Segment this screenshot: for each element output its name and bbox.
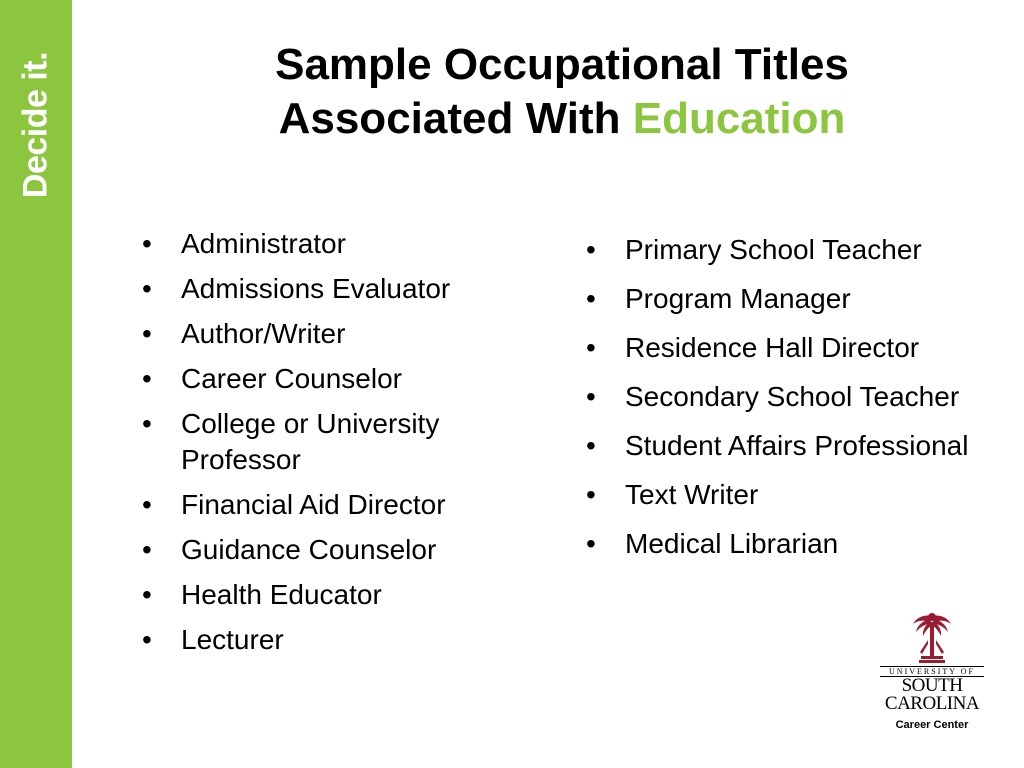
- list-item: [586, 230, 1006, 270]
- bullet-icon: •: [586, 528, 596, 559]
- title-line-1: Sample Occupational Titles: [275, 40, 849, 89]
- list-item: [142, 361, 542, 397]
- bullet-icon: •: [142, 363, 152, 394]
- list-item: [586, 524, 1006, 564]
- bullet-icon: •: [142, 228, 152, 259]
- list-item-text: College or University Professor: [181, 408, 440, 475]
- sidebar: [0, 0, 72, 768]
- title-line-2: [100, 92, 1024, 146]
- list-item: [142, 487, 542, 523]
- list-item: [142, 577, 542, 613]
- list-item-text: Guidance Counselor: [181, 534, 437, 565]
- list-item: [586, 475, 1006, 515]
- list-item: [142, 271, 542, 307]
- list-item-text: Residence Hall Director: [625, 332, 920, 363]
- list-item-text: Career Counselor: [181, 363, 402, 394]
- bullet-icon: •: [586, 283, 596, 314]
- bullet-icon: •: [586, 234, 596, 265]
- right-title-list: [586, 230, 1006, 573]
- bullet-icon: •: [142, 534, 152, 565]
- logo-carolina: CAROLINA: [884, 693, 980, 714]
- logo-university-of: UNIVERSITY OF: [880, 666, 984, 677]
- title-line-2-prefix: Associated With: [278, 94, 621, 143]
- list-item-text: Primary School Teacher: [625, 234, 922, 265]
- logo-south: SOUTH: [901, 675, 963, 696]
- list-item-text: Secondary School Teacher: [625, 381, 960, 412]
- bullet-icon: •: [142, 579, 152, 610]
- list-item: [142, 226, 542, 262]
- list-item-text: Lecturer: [181, 624, 284, 655]
- list-item-text: Text Writer: [625, 479, 759, 510]
- list-item-text: Program Manager: [625, 283, 851, 314]
- list-item-text: Health Educator: [181, 579, 382, 610]
- list-item-text: Author/Writer: [181, 318, 346, 349]
- usc-career-center-logo: [880, 612, 984, 742]
- list-item-text: Student Affairs Professional: [625, 430, 969, 461]
- bullet-icon: •: [586, 332, 596, 363]
- title-accent-word: Education: [632, 94, 846, 143]
- bullet-icon: •: [142, 273, 152, 304]
- palmetto-tree-icon: [910, 612, 954, 664]
- list-item: [586, 328, 1006, 368]
- bullet-icon: •: [142, 624, 152, 655]
- list-item-text: Administrator: [181, 228, 346, 259]
- sidebar-tagline: Decide it.: [16, 51, 55, 199]
- list-item: [142, 532, 542, 568]
- bullet-icon: •: [142, 318, 152, 349]
- list-item: [142, 406, 542, 478]
- bullet-icon: •: [586, 479, 596, 510]
- list-item-text: Financial Aid Director: [181, 489, 446, 520]
- list-item-text: Medical Librarian: [625, 528, 839, 559]
- left-title-list: [142, 226, 542, 667]
- list-item-text: Admissions Evaluator: [181, 273, 451, 304]
- list-item: [586, 377, 1006, 417]
- bullet-icon: •: [586, 381, 596, 412]
- bullet-icon: •: [142, 408, 152, 439]
- bullet-icon: •: [142, 489, 152, 520]
- list-item: [142, 316, 542, 352]
- list-item: [142, 622, 542, 658]
- bullet-icon: •: [586, 430, 596, 461]
- logo-career-center: Career Center: [895, 719, 969, 731]
- slide-title: [100, 38, 1024, 146]
- list-item: [586, 426, 1006, 466]
- list-item: [586, 279, 1006, 319]
